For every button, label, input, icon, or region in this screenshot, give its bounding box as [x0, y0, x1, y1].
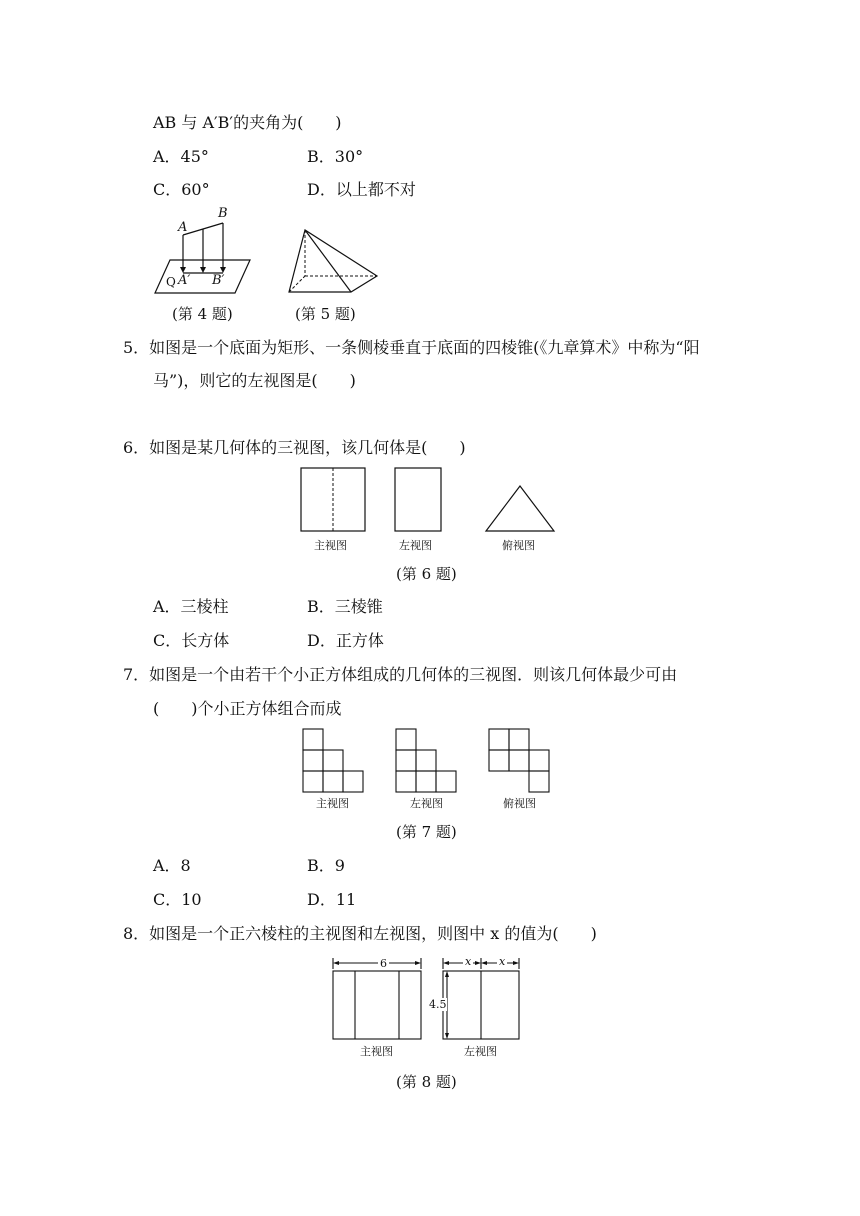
q6-option-d: D．正方体	[307, 631, 384, 650]
q6-option-b: B．三棱锥	[307, 597, 383, 616]
q4-option-a: A．45°	[153, 147, 209, 166]
q7-line-1: 7．如图是一个由若干个小正方体组成的几何体的三视图．则该几何体最少可由	[123, 665, 678, 684]
q7-option-d: D．11	[307, 890, 357, 909]
fig4-label-a: A	[178, 220, 188, 235]
q4-option-b: B．30°	[307, 147, 364, 166]
q6-view-label-top: 俯视图	[502, 539, 535, 552]
q4-option-c: C．60°	[153, 180, 210, 199]
q7-option-a: A．8	[153, 856, 191, 875]
fig4-label-q: Q	[166, 275, 176, 289]
q6-view-label-left: 左视图	[399, 539, 432, 552]
q8-dim-x-right: x	[499, 955, 506, 968]
q8-view-label-front: 主视图	[360, 1045, 393, 1058]
q6-stem: 6．如图是某几何体的三视图，该几何体是( )	[123, 438, 466, 457]
fig4-label-b-prime: B′	[212, 273, 225, 288]
figure-5-pyramid	[285, 228, 385, 298]
figure-4-projection	[150, 205, 250, 297]
q6-view-label-front: 主视图	[314, 539, 347, 552]
caption-fig7: (第 7 题)	[396, 823, 457, 841]
q8-dim-width: 6	[380, 957, 387, 970]
caption-fig5: (第 5 题)	[295, 305, 356, 323]
q7-option-c: C．10	[153, 890, 202, 909]
figure-7-three-views	[300, 727, 560, 793]
q7-option-b: B．9	[307, 856, 345, 875]
q6-option-c: C．长方体	[153, 631, 230, 650]
fig4-label-b: B	[218, 206, 228, 221]
q7-line-2: ( )个小正方体组合而成	[153, 699, 342, 718]
figure-6-three-views	[300, 466, 560, 534]
caption-fig8: (第 8 题)	[396, 1073, 457, 1091]
q8-dim-height: 4.5	[429, 998, 447, 1011]
figure-8-views	[330, 955, 525, 1043]
q5-line-1: 5．如图是一个底面为矩形、一条侧棱垂直于底面的四棱锥(《九章算术》中称为“阳	[123, 338, 700, 357]
caption-fig4: (第 4 题)	[172, 305, 233, 323]
caption-fig6: (第 6 题)	[396, 565, 457, 583]
q8-stem: 8．如图是一个正六棱柱的主视图和左视图，则图中 x 的值为( )	[123, 924, 597, 943]
q7-view-label-front: 主视图	[316, 797, 349, 810]
q7-view-label-top: 俯视图	[503, 797, 536, 810]
q5-line-2: 马”)，则它的左视图是( )	[153, 371, 356, 390]
q4-option-d: D．以上都不对	[307, 180, 416, 199]
q4-stem-tail: AB 与 A′B′的夹角为( )	[153, 113, 342, 132]
q8-view-label-left: 左视图	[464, 1045, 497, 1058]
q6-option-a: A．三棱柱	[153, 597, 229, 616]
fig4-label-a-prime: A′	[178, 273, 191, 288]
q8-dim-x-left: x	[465, 955, 472, 968]
q7-view-label-left: 左视图	[410, 797, 443, 810]
